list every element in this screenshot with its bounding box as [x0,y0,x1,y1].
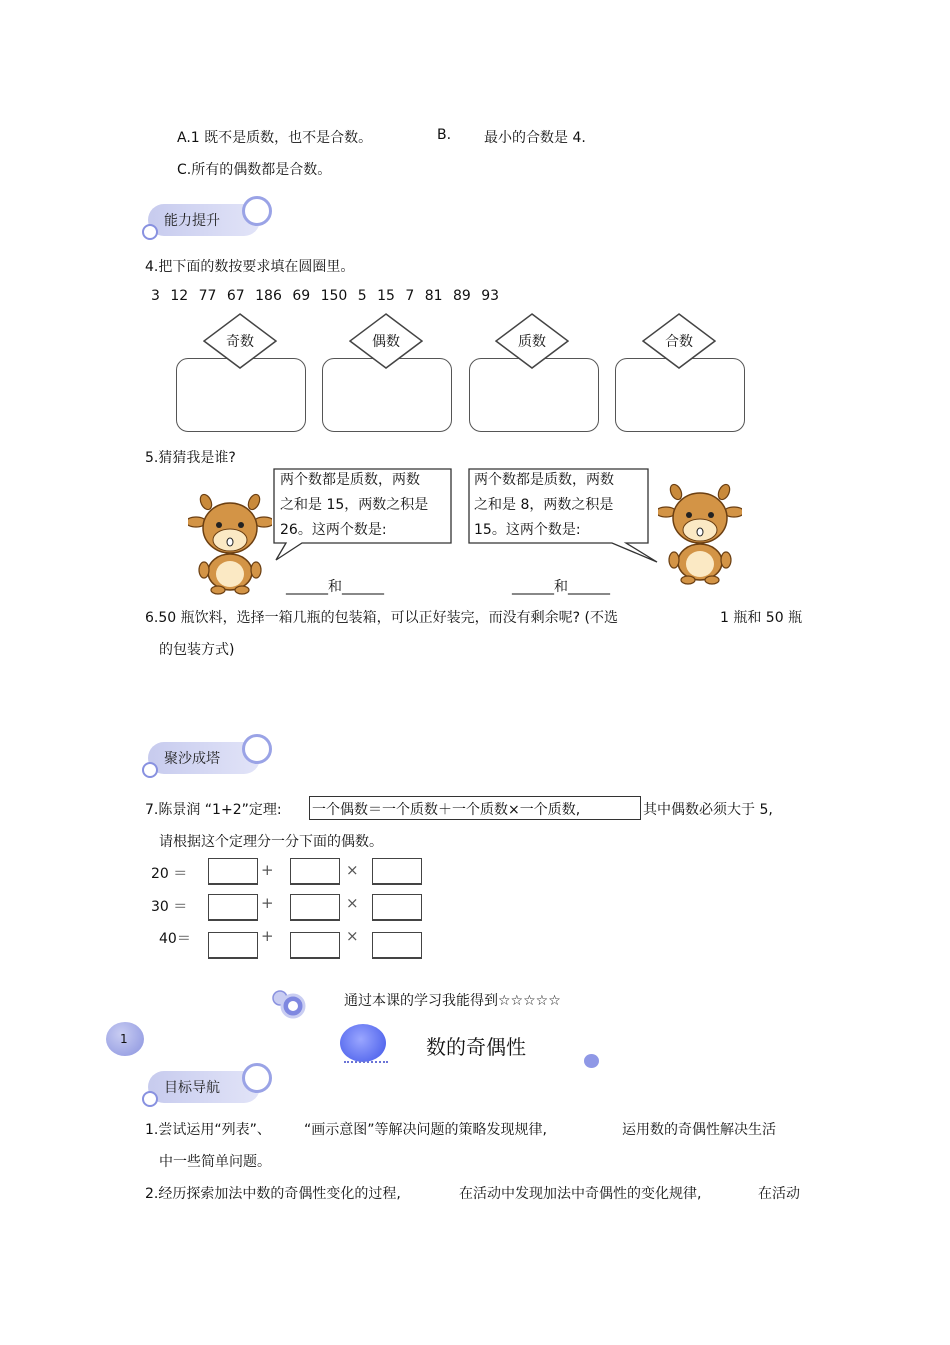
dotted-underline [344,1061,388,1063]
section-title: 能力提升 [164,213,220,229]
q6-line2: 的包装方式) [159,642,235,658]
answer-box-even[interactable] [322,358,452,432]
option-b-letter: B. [437,127,452,143]
lesson-title: 数的奇偶性 [426,1035,526,1059]
section-title: 目标导航 [164,1080,220,1096]
answer-box[interactable] [208,894,258,921]
goal-1-part-b: “画示意图”等解决问题的策略发现规律, [304,1122,547,1138]
category-diamond [642,313,716,369]
option-b-text: 最小的合数是 4. [484,130,586,146]
goal-1-part-a: 1.尝试运用“列表”、 [145,1122,271,1138]
answer-box[interactable] [290,932,340,959]
answer-box-odd[interactable] [176,358,306,432]
row-label: 40＝ [159,931,191,947]
plus-sign: + [261,894,274,912]
rating-text: 通过本课的学习我能得到☆☆☆☆☆ [344,993,561,1009]
answer-box[interactable] [290,894,340,921]
q5-prompt: 5.猜猜我是谁? [145,450,236,466]
category-label: 偶数 [372,334,400,350]
category-label: 质数 [518,334,546,350]
category-diamond [495,313,569,369]
goal-2-part-b: 在活动中发现加法中奇偶性的变化规律, [459,1186,702,1202]
circle-icon [242,196,272,226]
theorem-text: 一个偶数＝一个质数＋一个质数×一个质数, [312,802,581,818]
row-label: 30 ＝ [151,899,188,915]
bubbles-icon [270,988,312,1022]
dot-icon [584,1054,599,1068]
answer-box[interactable] [372,932,422,959]
q6-line1-tail: 1 瓶和 50 瓶 [720,610,803,626]
section-badge-sand [142,734,272,780]
lesson-number: 1 [120,1032,128,1046]
circle-icon [142,224,158,240]
theorem-box [309,796,641,820]
row-label: 20 ＝ [151,866,188,882]
section-title: 聚沙成塔 [164,751,220,767]
times-sign: × [346,894,359,912]
answer-box[interactable] [372,894,422,921]
answer-box-composite[interactable] [615,358,745,432]
option-c: C.所有的偶数都是合数。 [177,162,332,178]
times-sign: × [346,861,359,879]
section-badge-ability [142,196,272,242]
goal-2-part-a: 2.经历探索加法中数的奇偶性变化的过程, [145,1186,401,1202]
q4-numbers: 3 12 77 67 186 69 150 5 15 7 81 89 93 [151,288,500,304]
section-badge-goal [142,1063,272,1109]
q7-tail: 其中偶数必须大于 5, [643,802,773,818]
goal-2-part-c: 在活动 [758,1186,800,1202]
answer-box[interactable] [290,858,340,885]
answer-box[interactable] [208,932,258,959]
answer-box[interactable] [208,858,258,885]
q7-lead: 7.陈景润 “1+2”定理: [145,802,282,818]
bubble-right-text: 两个数都是质数，两数 之和是 8，两数之积是 15。这两个数是: [474,472,614,538]
times-sign: × [346,927,359,945]
cow-icon [188,492,272,596]
q6-line1: 6.50 瓶饮料，选择一箱几瓶的包装箱，可以正好装完，而没有剩余呢? (不选 [145,610,618,626]
category-diamond [349,313,423,369]
title-bubble-icon [340,1024,386,1062]
option-a: A.1 既不是质数，也不是合数。 [177,130,373,146]
answer-blank-left[interactable]: ______和______ [286,579,384,595]
plus-sign: + [261,861,274,879]
cow-icon [658,482,742,586]
goal-1-part-c: 运用数的奇偶性解决生活 [622,1122,776,1138]
category-label: 合数 [665,334,693,350]
category-diamond [203,313,277,369]
bubble-left-text: 两个数都是质数，两数 之和是 15，两数之积是 26。这两个数是: [280,472,429,538]
lesson-number-badge [106,1022,144,1056]
answer-blank-right[interactable]: ______和______ [512,579,610,595]
answer-box-prime[interactable] [469,358,599,432]
circle-icon [142,762,158,778]
q4-prompt: 4.把下面的数按要求填在圆圈里。 [145,259,355,275]
circle-icon [242,1063,272,1093]
circle-icon [142,1091,158,1107]
q7-line2: 请根据这个定理分一分下面的偶数。 [159,834,383,850]
category-label: 奇数 [226,334,254,350]
goal-1-line2: 中一些简单问题。 [159,1154,271,1170]
plus-sign: + [261,927,274,945]
answer-box[interactable] [372,858,422,885]
circle-icon [242,734,272,764]
